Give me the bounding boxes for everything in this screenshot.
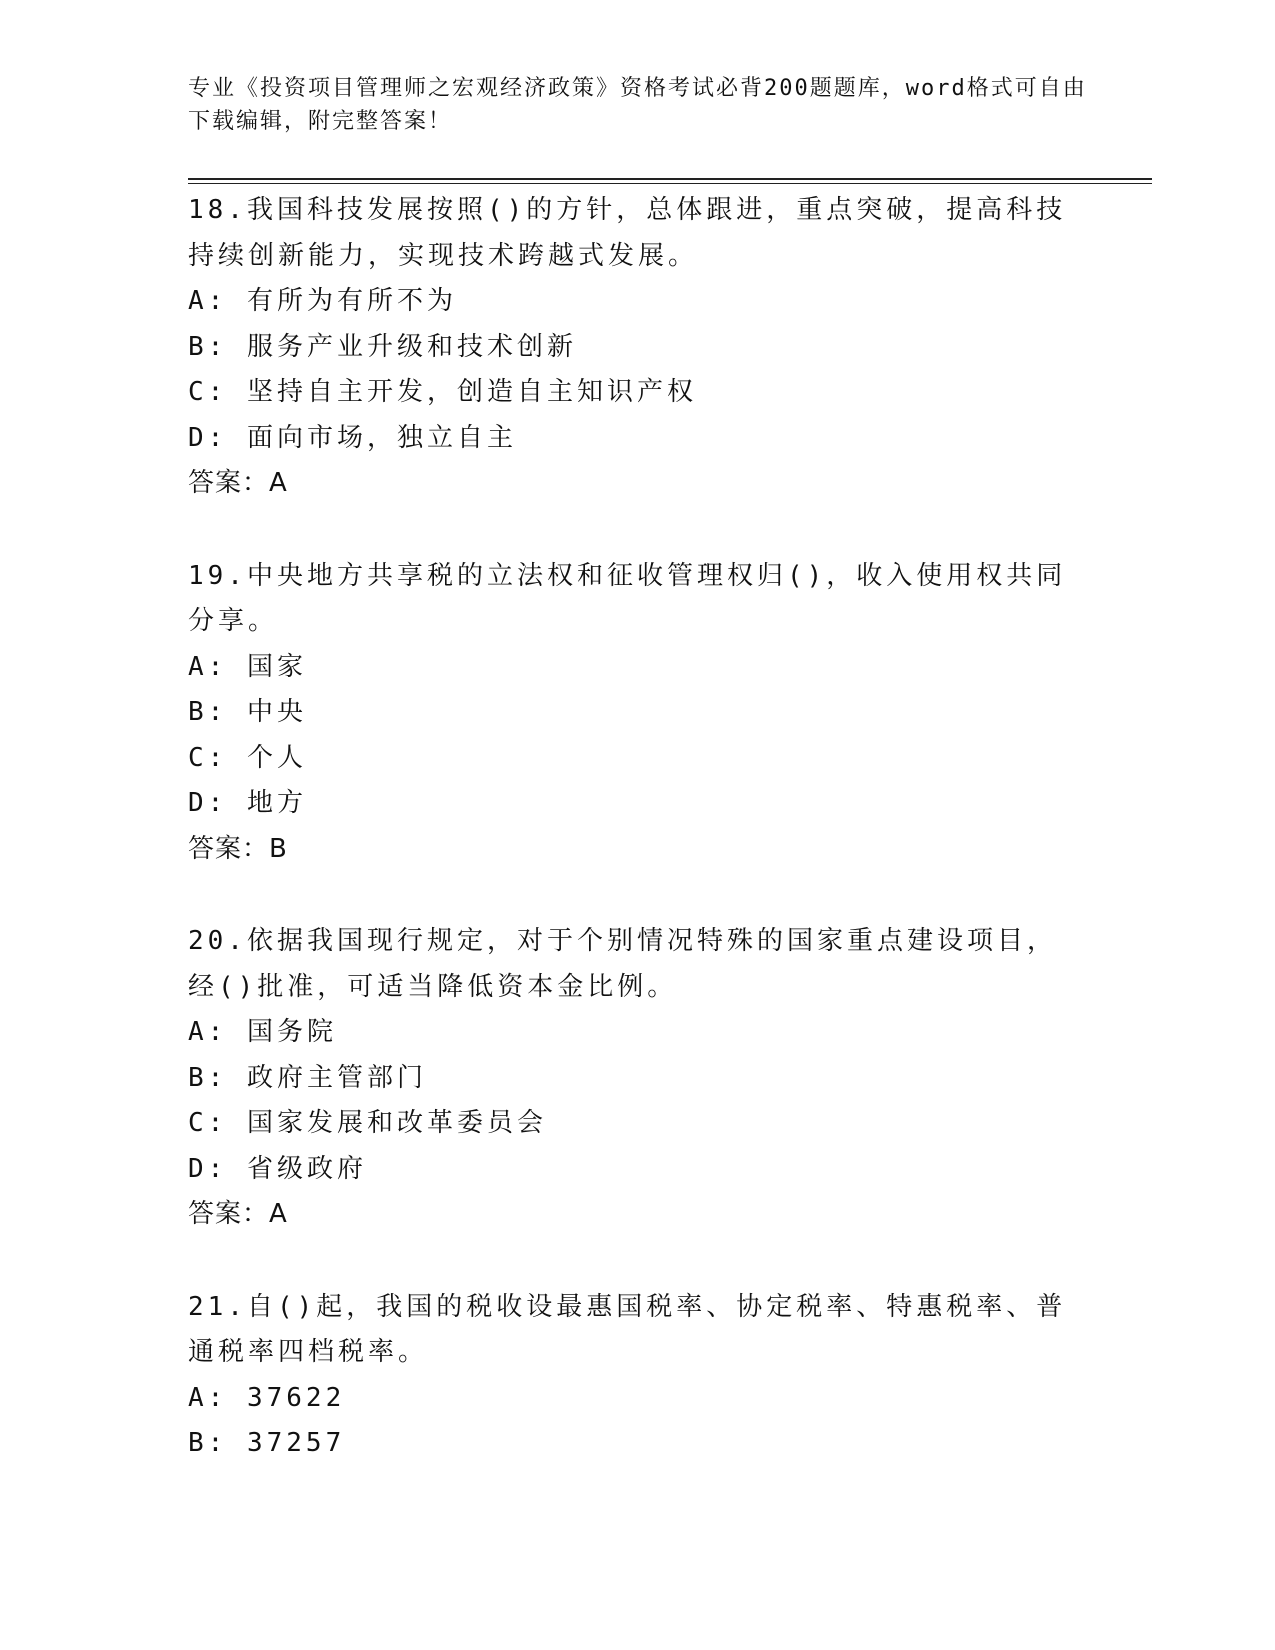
question-text: 18.我国科技发展按照()的方针，总体跟进，重点突破，提高科技持续创新能力，实现技术跨越式发展。	[188, 195, 1067, 271]
option-a: A: 国务院	[188, 1017, 337, 1047]
option-b: B: 中央	[188, 697, 307, 727]
option-a: A: 国家	[188, 651, 307, 682]
option-c: C: 个人	[188, 742, 307, 773]
option-c: C: 国家发展和改革委员会	[188, 1108, 547, 1138]
option-c: C: 坚持自主开发，创造自主知识产权	[188, 377, 697, 407]
question-gap	[188, 507, 1088, 554]
answer-line: 答案：A	[188, 468, 288, 498]
question-18	[188, 188, 1088, 507]
header-rule-thin	[188, 183, 1152, 184]
option-d: D: 地方	[188, 788, 307, 818]
option-b: B: 服务产业升级和技术创新	[188, 331, 577, 362]
document-header: 专业《投资项目管理师之宏观经济政策》资格考试必背200题题库，word格式可自由下载编辑，附完整答案！	[188, 76, 1087, 134]
question-text: 21.自()起，我国的税收设最惠国税率、协定税率、特惠税率、普通税率四档税率。	[188, 1291, 1067, 1367]
header-rule-thick	[188, 178, 1152, 180]
option-d: D: 省级政府	[188, 1153, 367, 1184]
question-gap	[188, 872, 1088, 919]
question-list	[188, 188, 1088, 1467]
question-text: 19.中央地方共享税的立法权和征收管理权归()，收入使用权共同分享。	[188, 560, 1067, 636]
option-b: B: 政府主管部门	[188, 1062, 427, 1093]
question-19	[188, 554, 1088, 873]
question-21	[188, 1285, 1088, 1467]
option-b: B: 37257	[188, 1428, 346, 1458]
question-gap	[188, 1238, 1088, 1285]
option-a: A: 37622	[188, 1382, 346, 1413]
answer-line: 答案：A	[188, 1199, 288, 1229]
option-a: A: 有所为有所不为	[188, 286, 457, 316]
question-20	[188, 919, 1088, 1238]
answer-line: 答案：B	[188, 833, 288, 864]
question-text: 20.依据我国现行规定，对于个别情况特殊的国家重点建设项目，经()批准，可适当降低资本金比例。	[188, 926, 1057, 1002]
option-d: D: 面向市场，独立自主	[188, 422, 517, 453]
